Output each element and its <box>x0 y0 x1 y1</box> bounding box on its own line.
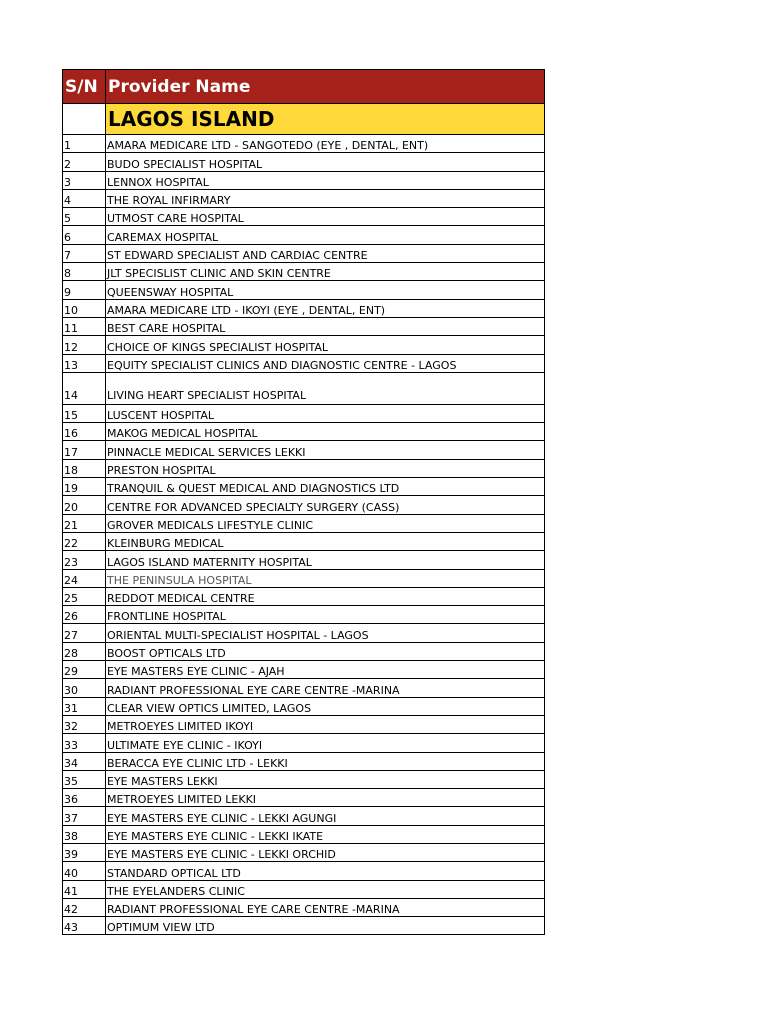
serial-number-cell: 23 <box>63 551 106 569</box>
provider-name-cell: PRESTON HOSPITAL <box>106 459 545 477</box>
provider-name-cell: RADIANT PROFESSIONAL EYE CARE CENTRE -MARINA <box>106 679 545 697</box>
serial-number-cell: 42 <box>63 898 106 916</box>
serial-number-cell: 34 <box>63 752 106 770</box>
table-row <box>63 843 545 861</box>
serial-number-cell: 41 <box>63 880 106 898</box>
provider-name-cell: TRANQUIL & QUEST MEDICAL AND DIAGNOSTICS LTD <box>106 478 545 496</box>
table-row <box>63 189 545 207</box>
serial-number-cell: 7 <box>63 244 106 262</box>
serial-number-cell: 22 <box>63 532 106 550</box>
region-row <box>63 104 545 135</box>
provider-name-cell: THE ROYAL INFIRMARY <box>106 189 545 207</box>
table-row <box>63 441 545 459</box>
provider-name-cell: AMARA MEDICARE LTD - IKOYI (EYE , DENTAL, ENT) <box>106 299 545 317</box>
serial-number-cell: 3 <box>63 171 106 189</box>
table-row <box>63 532 545 550</box>
provider-table-container <box>62 69 544 935</box>
serial-number-cell: 4 <box>63 189 106 207</box>
provider-name-column-header: Provider Name <box>106 70 545 104</box>
table-row <box>63 244 545 262</box>
table-row <box>63 624 545 642</box>
region-title: LAGOS ISLAND <box>106 104 545 135</box>
table-row <box>63 880 545 898</box>
serial-number-cell: 9 <box>63 281 106 299</box>
table-row <box>63 569 545 587</box>
provider-name-cell: METROEYES LIMITED IKOYI <box>106 715 545 733</box>
table-row <box>63 715 545 733</box>
serial-number-cell: 15 <box>63 404 106 422</box>
region-sn-cell <box>63 104 106 135</box>
serial-number-cell: 37 <box>63 807 106 825</box>
serial-number-cell: 38 <box>63 825 106 843</box>
serial-number-cell: 28 <box>63 642 106 660</box>
table-row <box>63 789 545 807</box>
table-row <box>63 208 545 226</box>
provider-name-cell: EYE MASTERS EYE CLINIC - AJAH <box>106 661 545 679</box>
table-row <box>63 642 545 660</box>
serial-number-cell: 32 <box>63 715 106 733</box>
provider-name-cell: BUDO SPECIALIST HOSPITAL <box>106 153 545 171</box>
table-row <box>63 299 545 317</box>
serial-number-cell: 25 <box>63 587 106 605</box>
serial-number-cell: 2 <box>63 153 106 171</box>
serial-number-cell: 35 <box>63 770 106 788</box>
table-row <box>63 587 545 605</box>
serial-number-cell: 18 <box>63 459 106 477</box>
table-row <box>63 661 545 679</box>
serial-number-cell: 43 <box>63 917 106 935</box>
table-row <box>63 263 545 281</box>
table-row <box>63 135 545 153</box>
serial-number-cell: 10 <box>63 299 106 317</box>
serial-number-cell: 27 <box>63 624 106 642</box>
table-row <box>63 423 545 441</box>
provider-name-cell: ST EDWARD SPECIALIST AND CARDIAC CENTRE <box>106 244 545 262</box>
provider-name-cell: REDDOT MEDICAL CENTRE <box>106 587 545 605</box>
provider-name-cell: QUEENSWAY HOSPITAL <box>106 281 545 299</box>
serial-number-cell: 29 <box>63 661 106 679</box>
provider-name-cell: CAREMAX HOSPITAL <box>106 226 545 244</box>
provider-name-cell: KLEINBURG MEDICAL <box>106 532 545 550</box>
table-row <box>63 514 545 532</box>
provider-name-cell: THE PENINSULA HOSPITAL <box>106 569 545 587</box>
table-row <box>63 153 545 171</box>
serial-number-cell: 20 <box>63 496 106 514</box>
table-row <box>63 551 545 569</box>
table-row <box>63 354 545 372</box>
provider-name-cell: EYE MASTERS EYE CLINIC - LEKKI IKATE <box>106 825 545 843</box>
serial-number-cell: 39 <box>63 843 106 861</box>
table-header-row <box>63 70 545 104</box>
provider-name-cell: LIVING HEART SPECIALIST HOSPITAL <box>106 372 545 404</box>
serial-number-cell: 1 <box>63 135 106 153</box>
serial-number-cell: 24 <box>63 569 106 587</box>
table-row <box>63 171 545 189</box>
serial-number-cell: 26 <box>63 606 106 624</box>
table-row <box>63 679 545 697</box>
provider-name-cell: RADIANT PROFESSIONAL EYE CARE CENTRE -MARINA <box>106 898 545 916</box>
table-row <box>63 478 545 496</box>
serial-number-cell: 13 <box>63 354 106 372</box>
serial-number-cell: 33 <box>63 734 106 752</box>
table-row <box>63 281 545 299</box>
table-row <box>63 317 545 335</box>
provider-name-cell: MAKOG MEDICAL HOSPITAL <box>106 423 545 441</box>
table-row <box>63 336 545 354</box>
table-row <box>63 404 545 422</box>
table-row <box>63 917 545 935</box>
serial-number-cell: 40 <box>63 862 106 880</box>
provider-name-cell: BERACCA EYE CLINIC LTD - LEKKI <box>106 752 545 770</box>
provider-name-cell: CENTRE FOR ADVANCED SPECIALTY SURGERY (CASS) <box>106 496 545 514</box>
table-row <box>63 697 545 715</box>
table-row <box>63 226 545 244</box>
table-row <box>63 752 545 770</box>
provider-name-cell: FRONTLINE HOSPITAL <box>106 606 545 624</box>
provider-name-cell: LUSCENT HOSPITAL <box>106 404 545 422</box>
provider-name-cell: LAGOS ISLAND MATERNITY HOSPITAL <box>106 551 545 569</box>
serial-number-cell: 17 <box>63 441 106 459</box>
provider-name-cell: EYE MASTERS EYE CLINIC - LEKKI AGUNGI <box>106 807 545 825</box>
provider-name-cell: OPTIMUM VIEW LTD <box>106 917 545 935</box>
serial-number-cell: 30 <box>63 679 106 697</box>
serial-number-cell: 14 <box>63 372 106 404</box>
provider-name-cell: ORIENTAL MULTI-SPECIALIST HOSPITAL - LAGOS <box>106 624 545 642</box>
provider-name-cell: ULTIMATE EYE CLINIC - IKOYI <box>106 734 545 752</box>
provider-name-cell: BOOST OPTICALS LTD <box>106 642 545 660</box>
table-row <box>63 862 545 880</box>
serial-number-cell: 6 <box>63 226 106 244</box>
table-row <box>63 770 545 788</box>
serial-number-cell: 11 <box>63 317 106 335</box>
table-row <box>63 459 545 477</box>
table-row <box>63 825 545 843</box>
serial-number-cell: 31 <box>63 697 106 715</box>
sn-column-header: S/N <box>63 70 106 104</box>
provider-name-cell: EYE MASTERS LEKKI <box>106 770 545 788</box>
provider-name-cell: CHOICE OF KINGS SPECIALIST HOSPITAL <box>106 336 545 354</box>
provider-name-cell: THE EYELANDERS CLINIC <box>106 880 545 898</box>
table-row <box>63 807 545 825</box>
table-row <box>63 734 545 752</box>
provider-name-cell: GROVER MEDICALS LIFESTYLE CLINIC <box>106 514 545 532</box>
serial-number-cell: 36 <box>63 789 106 807</box>
provider-name-cell: METROEYES LIMITED LEKKI <box>106 789 545 807</box>
provider-name-cell: EYE MASTERS EYE CLINIC - LEKKI ORCHID <box>106 843 545 861</box>
table-row <box>63 606 545 624</box>
serial-number-cell: 8 <box>63 263 106 281</box>
serial-number-cell: 21 <box>63 514 106 532</box>
table-row <box>63 372 545 404</box>
provider-name-cell: PINNACLE MEDICAL SERVICES LEKKI <box>106 441 545 459</box>
provider-name-cell: CLEAR VIEW OPTICS LIMITED, LAGOS <box>106 697 545 715</box>
serial-number-cell: 19 <box>63 478 106 496</box>
provider-name-cell: EQUITY SPECIALIST CLINICS AND DIAGNOSTIC CENTRE - LAGOS <box>106 354 545 372</box>
provider-name-cell: LENNOX HOSPITAL <box>106 171 545 189</box>
provider-name-cell: STANDARD OPTICAL LTD <box>106 862 545 880</box>
provider-name-cell: UTMOST CARE HOSPITAL <box>106 208 545 226</box>
provider-name-cell: AMARA MEDICARE LTD - SANGOTEDO (EYE , DENTAL, ENT) <box>106 135 545 153</box>
serial-number-cell: 5 <box>63 208 106 226</box>
provider-name-cell: BEST CARE HOSPITAL <box>106 317 545 335</box>
provider-table <box>62 69 545 935</box>
table-row <box>63 496 545 514</box>
serial-number-cell: 12 <box>63 336 106 354</box>
provider-name-cell: JLT SPECISLIST CLINIC AND SKIN CENTRE <box>106 263 545 281</box>
serial-number-cell: 16 <box>63 423 106 441</box>
table-row <box>63 898 545 916</box>
